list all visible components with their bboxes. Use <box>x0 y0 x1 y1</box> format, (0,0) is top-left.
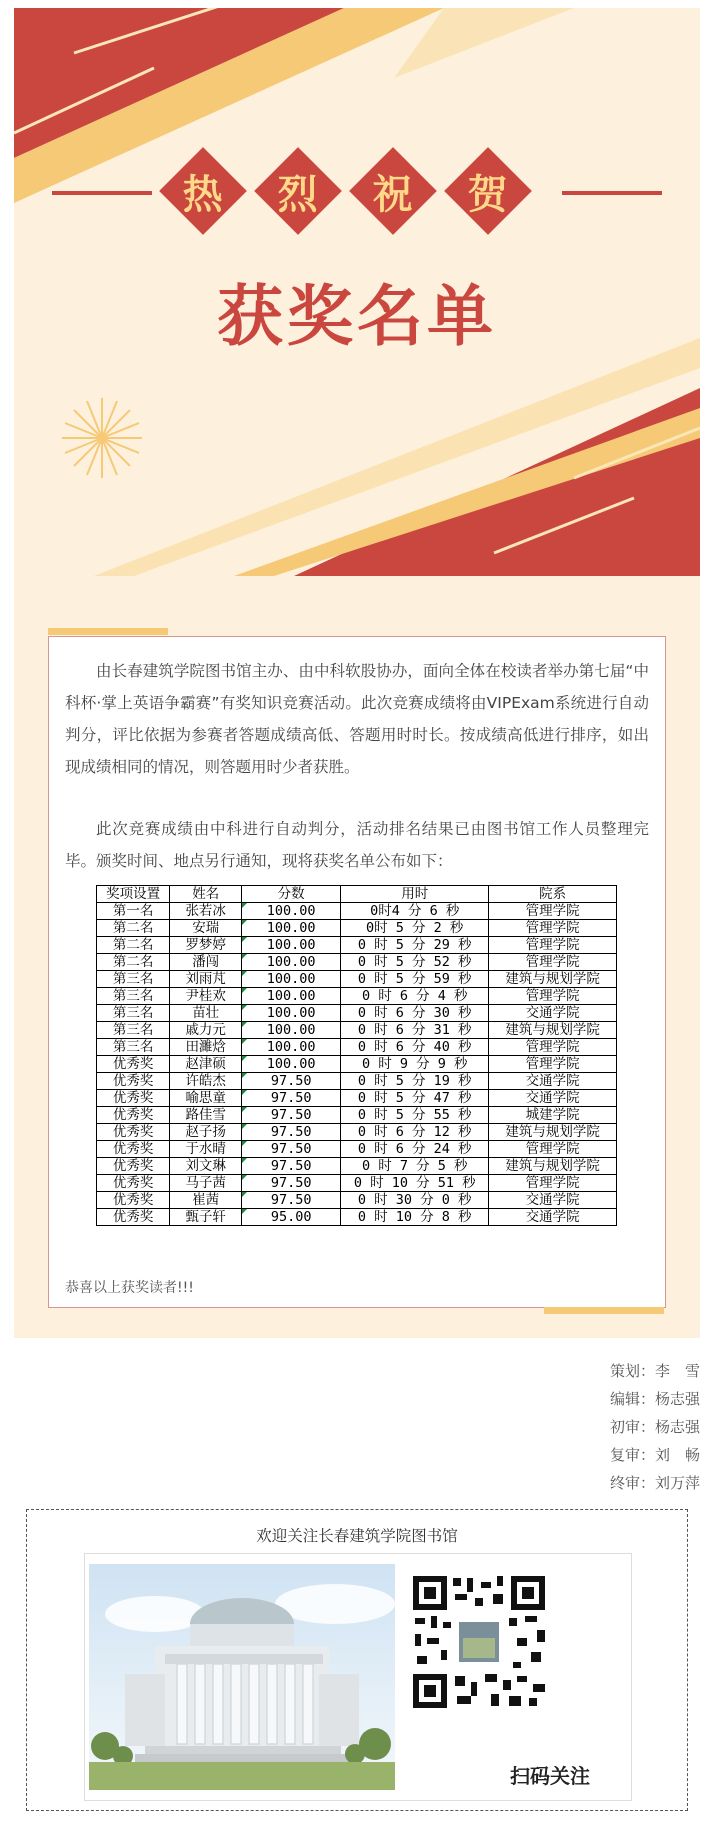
library-promo-image <box>84 1553 632 1801</box>
page-title: 获奖名单 <box>217 277 497 355</box>
prize-cell: 优秀奖 <box>97 1124 170 1141</box>
time-cell: 0 时 30 分 0 秒 <box>341 1192 489 1209</box>
department-cell: 管理学院 <box>489 1141 617 1158</box>
time-cell: 0 时 10 分 51 秒 <box>341 1175 489 1192</box>
time-cell: 0 时 5 分 59 秒 <box>341 971 489 988</box>
congratulations-text: 恭喜以上获奖读者!!! <box>65 1280 194 1296</box>
department-cell: 管理学院 <box>489 1175 617 1192</box>
credit-second-review: 复审：刘 畅 <box>609 1446 700 1464</box>
score-cell: 100.00 <box>242 971 341 988</box>
header-banner <box>14 8 700 576</box>
table-row <box>97 1039 617 1056</box>
prize-cell: 优秀奖 <box>97 1107 170 1124</box>
card-accent-bottom <box>544 1307 664 1314</box>
department-cell: 交通学院 <box>489 1090 617 1107</box>
table-row <box>97 1209 617 1226</box>
table-row <box>97 988 617 1005</box>
credit-planner: 策划：李 雪 <box>609 1362 700 1380</box>
time-cell: 0 时 6 分 31 秒 <box>341 1022 489 1039</box>
department-cell: 建筑与规划学院 <box>489 1022 617 1039</box>
name-cell: 田濉焓 <box>170 1039 242 1056</box>
prize-cell: 优秀奖 <box>97 1209 170 1226</box>
score-cell: 100.00 <box>242 988 341 1005</box>
score-cell: 100.00 <box>242 937 341 954</box>
table-row <box>97 903 617 920</box>
celebration-char-4: 贺 <box>444 147 532 235</box>
table-row <box>97 920 617 937</box>
score-cell: 97.50 <box>242 1141 341 1158</box>
department-cell: 交通学院 <box>489 1192 617 1209</box>
follow-title: 欢迎关注长春建筑学院图书馆 <box>256 1527 458 1545</box>
score-cell: 97.50 <box>242 1175 341 1192</box>
department-cell: 管理学院 <box>489 920 617 937</box>
department-cell: 城建学院 <box>489 1107 617 1124</box>
table-row <box>97 1022 617 1039</box>
score-cell: 97.50 <box>242 1124 341 1141</box>
score-cell: 97.50 <box>242 1073 341 1090</box>
prize-cell: 第二名 <box>97 937 170 954</box>
time-cell: 0 时 10 分 8 秒 <box>341 1209 489 1226</box>
table-row <box>97 1158 617 1175</box>
prize-cell: 第一名 <box>97 903 170 920</box>
department-cell: 管理学院 <box>489 903 617 920</box>
name-cell: 尹桂欢 <box>170 988 242 1005</box>
department-cell: 建筑与规划学院 <box>489 971 617 988</box>
score-cell: 100.00 <box>242 954 341 971</box>
table-row <box>97 937 617 954</box>
name-cell: 安瑞 <box>170 920 242 937</box>
prize-cell: 优秀奖 <box>97 1056 170 1073</box>
name-cell: 张若冰 <box>170 903 242 920</box>
score-cell: 100.00 <box>242 1022 341 1039</box>
name-cell: 苗壮 <box>170 1005 242 1022</box>
name-cell: 马子茜 <box>170 1175 242 1192</box>
table-header-row <box>97 886 617 903</box>
time-cell: 0时 5 分 2 秒 <box>341 920 489 937</box>
time-cell: 0 时 6 分 24 秒 <box>341 1141 489 1158</box>
time-cell: 0 时 7 分 5 秒 <box>341 1158 489 1175</box>
table-row <box>97 1192 617 1209</box>
name-cell: 甄子轩 <box>170 1209 242 1226</box>
credit-first-review: 初审：杨志强 <box>609 1418 700 1436</box>
celebration-char-2: 烈 <box>254 147 342 235</box>
prize-cell: 第三名 <box>97 1005 170 1022</box>
department-cell: 建筑与规划学院 <box>489 1158 617 1175</box>
credit-editor: 编辑：杨志强 <box>609 1390 700 1408</box>
table-row <box>97 971 617 988</box>
table-row <box>97 1124 617 1141</box>
name-cell: 喻思童 <box>170 1090 242 1107</box>
score-cell: 100.00 <box>242 903 341 920</box>
score-cell: 100.00 <box>242 920 341 937</box>
table-row <box>97 1073 617 1090</box>
time-cell: 0 时 9 分 9 秒 <box>341 1056 489 1073</box>
score-cell: 97.50 <box>242 1192 341 1209</box>
department-cell: 交通学院 <box>489 1209 617 1226</box>
time-cell: 0 时 6 分 4 秒 <box>341 988 489 1005</box>
divider-right <box>562 191 662 195</box>
scan-to-follow-label: 扫码关注 <box>510 1764 590 1788</box>
name-cell: 赵子扬 <box>170 1124 242 1141</box>
table-row <box>97 1090 617 1107</box>
table-row <box>97 1005 617 1022</box>
time-cell: 0 时 5 分 55 秒 <box>341 1107 489 1124</box>
department-cell: 交通学院 <box>489 1073 617 1090</box>
department-cell: 管理学院 <box>489 954 617 971</box>
score-cell: 100.00 <box>242 1056 341 1073</box>
celebration-row <box>14 148 700 238</box>
name-cell: 戚力元 <box>170 1022 242 1039</box>
prize-cell: 第三名 <box>97 1022 170 1039</box>
table-row <box>97 1107 617 1124</box>
time-cell: 0 时 5 分 47 秒 <box>341 1090 489 1107</box>
name-cell: 刘雨芃 <box>170 971 242 988</box>
header-department: 院系 <box>489 886 617 903</box>
table-row <box>97 954 617 971</box>
department-cell: 管理学院 <box>489 1056 617 1073</box>
prize-cell: 第三名 <box>97 988 170 1005</box>
score-cell: 97.50 <box>242 1107 341 1124</box>
award-table <box>96 885 617 1226</box>
score-cell: 97.50 <box>242 1090 341 1107</box>
name-cell: 罗梦婷 <box>170 937 242 954</box>
table-row <box>97 1056 617 1073</box>
celebration-char-3: 祝 <box>349 147 437 235</box>
table-row <box>97 1141 617 1158</box>
prize-cell: 优秀奖 <box>97 1073 170 1090</box>
time-cell: 0时4 分 6 秒 <box>341 903 489 920</box>
time-cell: 0 时 5 分 52 秒 <box>341 954 489 971</box>
name-cell: 刘文琳 <box>170 1158 242 1175</box>
editorial-credits <box>610 1357 700 1497</box>
score-cell: 97.50 <box>242 1158 341 1175</box>
prize-cell: 第三名 <box>97 971 170 988</box>
prize-cell: 第三名 <box>97 1039 170 1056</box>
header-name: 姓名 <box>170 886 242 903</box>
divider-left <box>52 191 152 195</box>
department-cell: 管理学院 <box>489 937 617 954</box>
header-time: 用时 <box>341 886 489 903</box>
prize-cell: 优秀奖 <box>97 1158 170 1175</box>
prize-cell: 第二名 <box>97 920 170 937</box>
time-cell: 0 时 5 分 29 秒 <box>341 937 489 954</box>
table-row <box>97 1175 617 1192</box>
department-cell: 管理学院 <box>489 1039 617 1056</box>
prize-cell: 优秀奖 <box>97 1141 170 1158</box>
firework-icon <box>62 398 142 478</box>
name-cell: 崔茜 <box>170 1192 242 1209</box>
time-cell: 0 时 5 分 19 秒 <box>341 1073 489 1090</box>
department-cell: 管理学院 <box>489 988 617 1005</box>
header-score: 分数 <box>242 886 341 903</box>
award-table-body <box>97 903 617 1226</box>
credit-final-review: 终审：刘万萍 <box>609 1474 700 1492</box>
department-cell: 交通学院 <box>489 1005 617 1022</box>
name-cell: 赵津硕 <box>170 1056 242 1073</box>
name-cell: 潘闯 <box>170 954 242 971</box>
card-accent-top <box>48 628 168 635</box>
header-prize: 奖项设置 <box>97 886 170 903</box>
time-cell: 0 时 6 分 12 秒 <box>341 1124 489 1141</box>
follow-box <box>26 1509 688 1811</box>
prize-cell: 优秀奖 <box>97 1090 170 1107</box>
celebration-char-1: 热 <box>159 147 247 235</box>
department-cell: 建筑与规划学院 <box>489 1124 617 1141</box>
score-cell: 100.00 <box>242 1039 341 1056</box>
intro-paragraph-1: 由长春建筑学院图书馆主办、由中科软股协办，面向全体在校读者举办第七届“中科杯·掌上英语争霸赛”有奖知识竞赛活动。此次竞赛成绩将由VIPExam系统进行自动判分，评比依据为参赛者答题成绩高低、答题用时时长。按成绩高低进行排序，如出现成绩相同的情况，则答题用时少者获胜。 <box>65 662 649 776</box>
qr-code-icon <box>409 1572 549 1712</box>
prize-cell: 优秀奖 <box>97 1192 170 1209</box>
prize-cell: 优秀奖 <box>97 1175 170 1192</box>
prize-cell: 第二名 <box>97 954 170 971</box>
name-cell: 路佳雪 <box>170 1107 242 1124</box>
intro-paragraph-2: 此次竞赛成绩由中科进行自动判分，活动排名结果已由图书馆工作人员整理完毕。颁奖时间、地点另行通知，现将获奖名单公布如下： <box>65 820 649 870</box>
name-cell: 于水晴 <box>170 1141 242 1158</box>
score-cell: 95.00 <box>242 1209 341 1226</box>
time-cell: 0 时 6 分 30 秒 <box>341 1005 489 1022</box>
score-cell: 100.00 <box>242 1005 341 1022</box>
announcement-card <box>48 636 666 1308</box>
time-cell: 0 时 6 分 40 秒 <box>341 1039 489 1056</box>
name-cell: 许皓杰 <box>170 1073 242 1090</box>
